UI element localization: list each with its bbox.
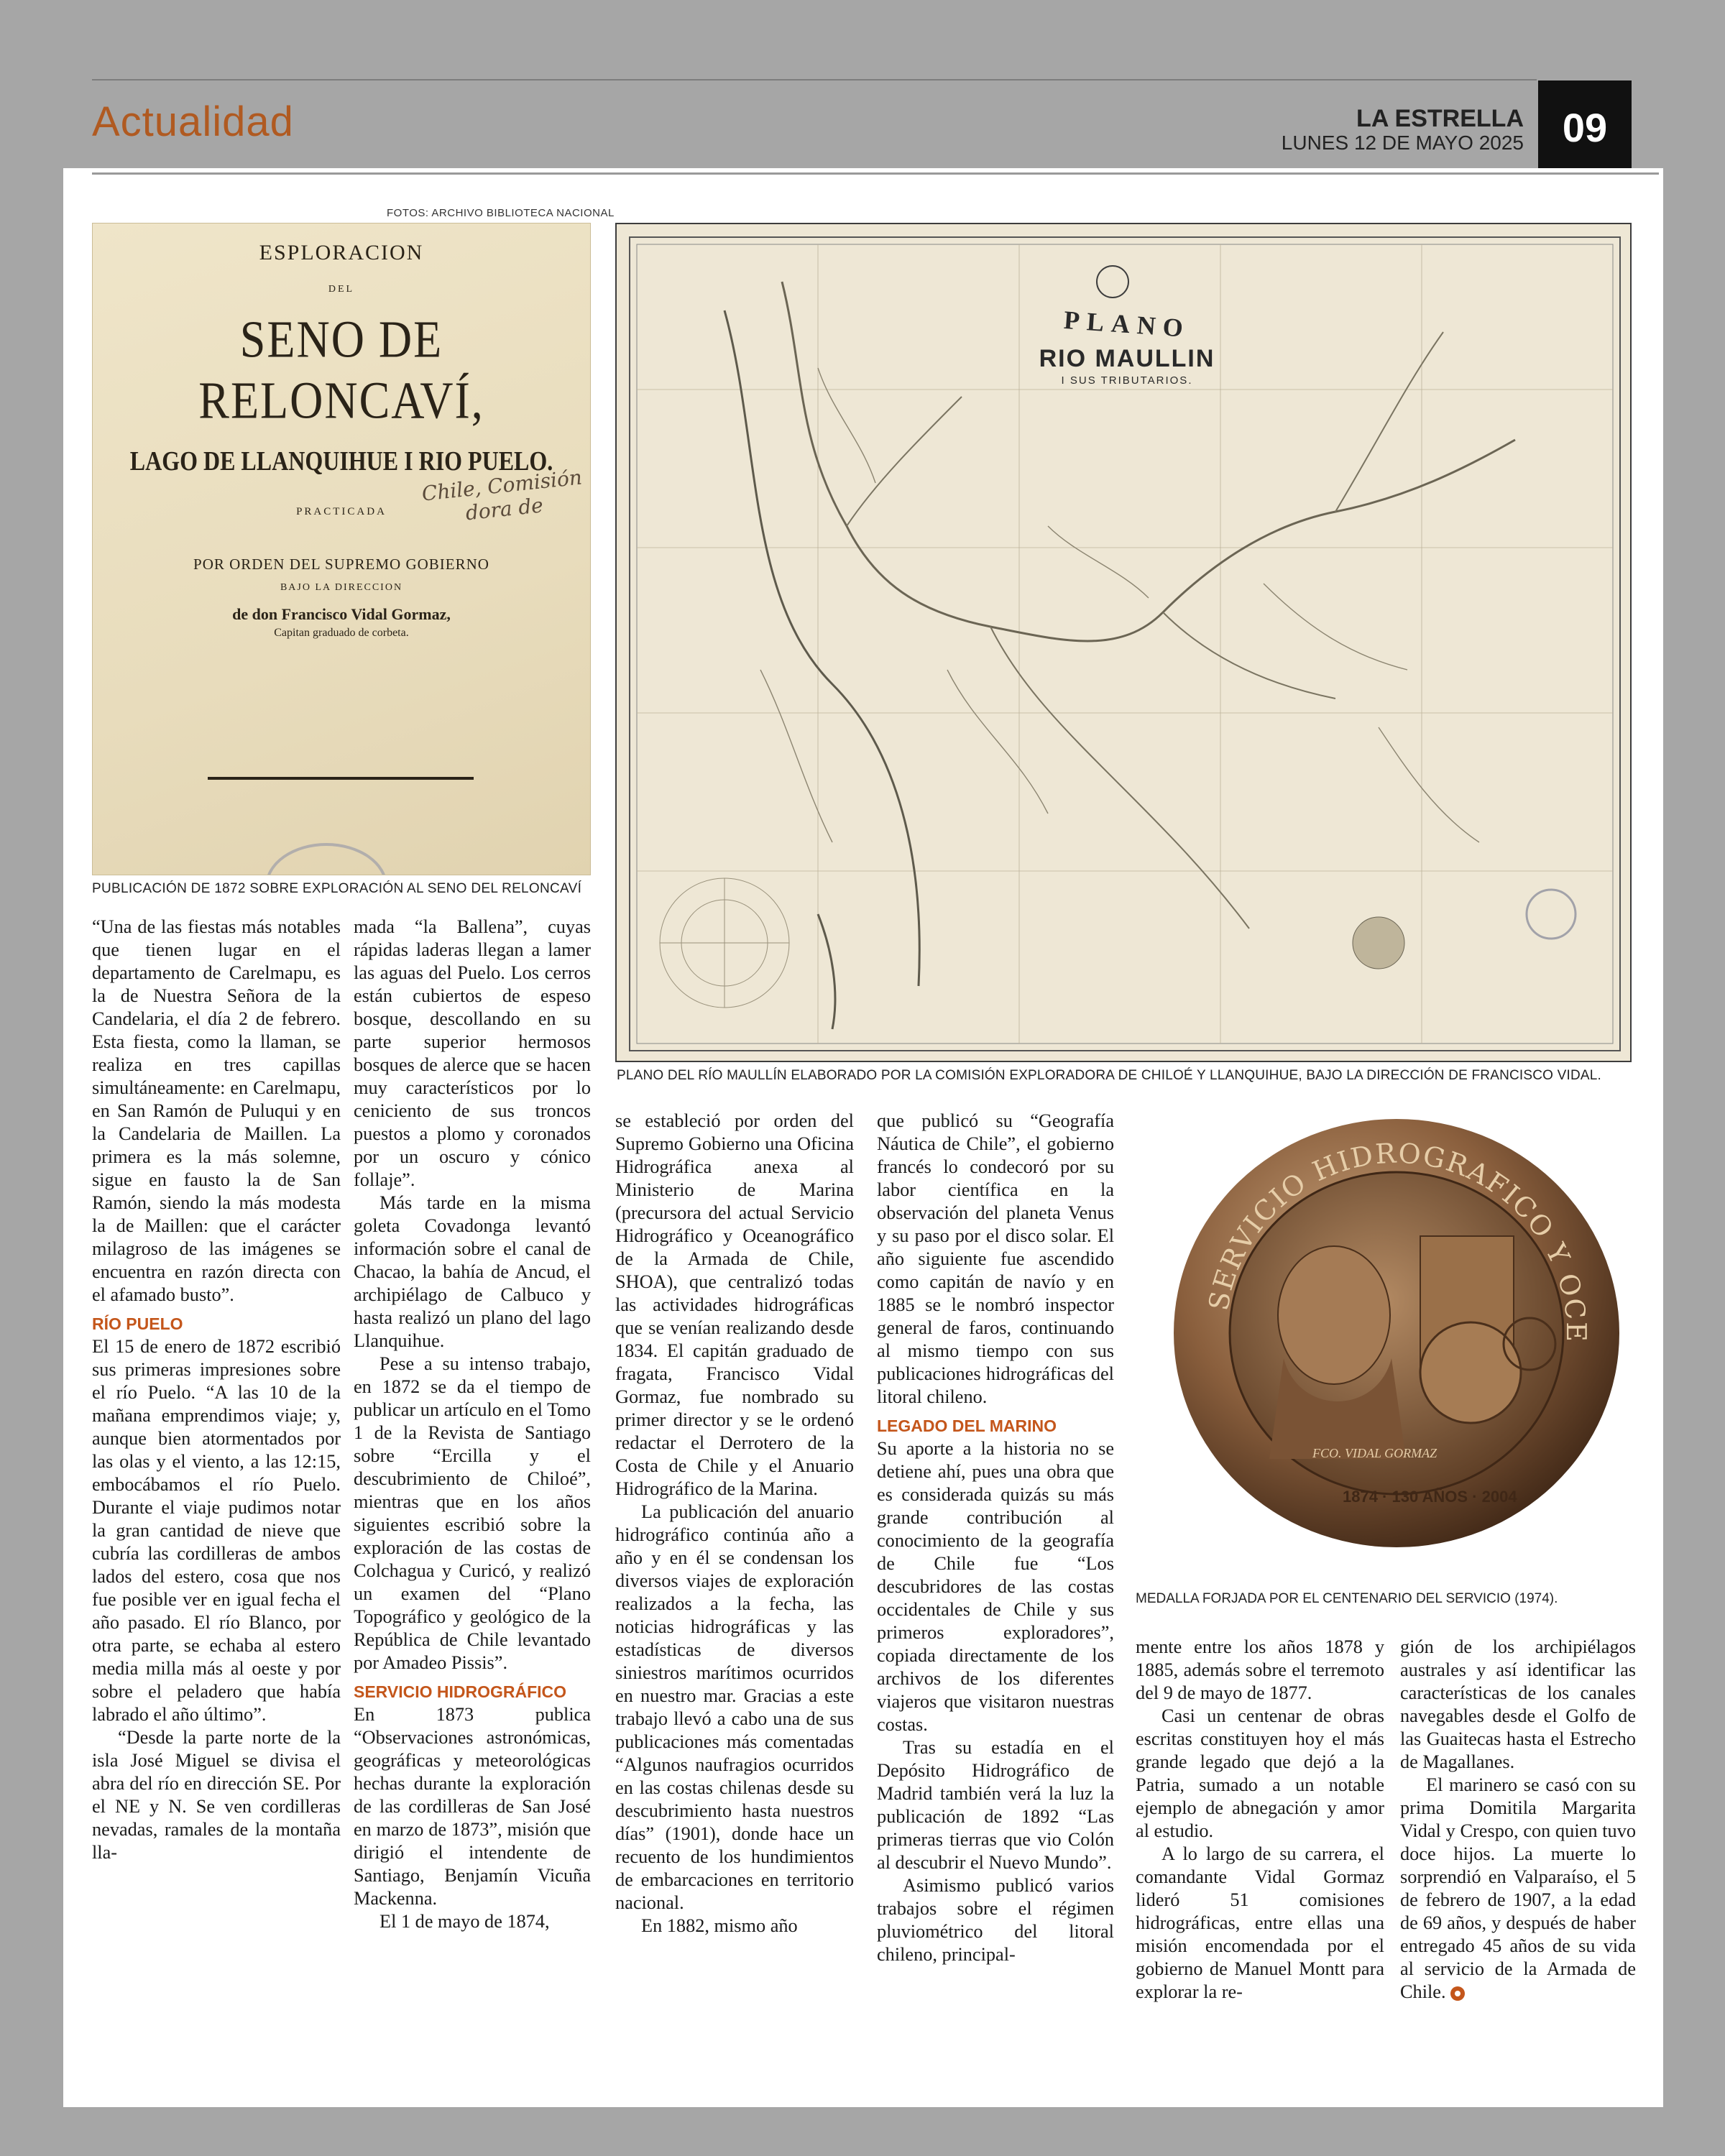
paragraph-final <box>1400 1774 1636 2004</box>
subheading-servicio-hidrografico: SERVICIO HIDROGRÁFICO <box>354 1682 567 1701</box>
caption-document: PUBLICACIÓN DE 1872 SOBRE EXPLORACIÓN AL SENO DEL RELONCAVÍ <box>92 881 582 896</box>
paragraph: Su aporte a la historia no se detiene ahí, pues una obra que es considerada quizás su más grande contribución al conocimiento de la geografía de Chile fue “Los descubridores de las costas occidentales de Chile y sus primeros exploradores”, copiada directamente de los archivos de los diferentes viajeros que visitaron nuestras costas. <box>877 1438 1114 1735</box>
subheading-rio-puelo: RÍO PUELO <box>92 1314 183 1333</box>
doc-line-1: ESPLORACION <box>259 241 424 264</box>
handwritten-note: Chile, Comisión dora de <box>420 465 584 525</box>
doc-line-7: BAJO LA DIRECCION <box>280 582 403 593</box>
paragraph: gión de los archipiélagos australes y así identificar las características de los canales navegables desde el Golfo de las Guaitecas hasta el Estrecho de Magallanes. <box>1400 1636 1636 1772</box>
section-title: Actualidad <box>92 98 294 145</box>
paragraph: mada “la Ballena”, cuyas rápidas laderas llegan a lamer las aguas del Puelo. Los cerros están cubiertos de espeso bosque, descollando en su parte superior hermosos bosques de alerce que se hacen muy característicos por lo ceniciento de sus troncos puestos a plomo y coronados por un oscuro y cónico follaje”. <box>354 916 591 1190</box>
paragraph: La publicación del anuario hidrográfico continúa año a año y en él se condensan los diversos viajes de exploración realizados a la fecha, las noticias hidrográficas y las estadísticas de diversos siniestros marítimos ocurridos en nuestro mar. Gracias a este trabajo llevó a cabo una de sus publicaciones más comentadas “Algunos naufragios ocurridos en las costas chilenas desde su descubrimiento hasta nuestros días” (1901), donde hace un recuento de los hundimientos de embarcaciones en territorio nacional. <box>615 1501 854 1913</box>
paragraph: El 1 de mayo de 1874, <box>380 1911 550 1932</box>
map-photo <box>615 223 1632 1062</box>
doc-line-2: DEL <box>328 284 355 295</box>
paragraph: El 15 de enero de 1872 escribió sus primeras impresiones sobre el río Puelo. “A las 10 de la mañana emprendimos viaje; y, aunque bien atormentados por las olas y el viento, a las 12:15, embocábamos el río Puelo. Durante el viaje pudimos notar la gran cantidad de nieve que cubría las cordilleras de ambos lados del estero, cosa que nos fue posible ver en igual fecha el año pasado. El río Blanco, por otra parte, se echaba al estero media milla más al oeste y por sobre el peladero que había labrado el año último”. <box>92 1336 341 1725</box>
paragraph: se estableció por orden del Supremo Gobierno una Oficina Hidrográfica anexa al Ministerio de Marina (precursora del actual Servicio Hidrográfico y Oceanográfico de la Armada de Chile, SHOA), que centralizó todas las actividades hidrográficas que se venían realizando desde 1834. El capitán graduado de fragata, Francisco Vidal Gormaz, fue nombrado su primer director y se le ordenó redactar el Derrotero de la Costa de Chile y el Anuario Hidrográfico de la Marina. <box>615 1110 854 1499</box>
paragraph: A lo largo de su carrera, el comandante Vidal Gormaz lideró 51 comisiones hidrográficas, entre ellas una misión encomendada por el gobierno de Manuel Montt para explorar la re- <box>1136 1843 1384 2002</box>
caption-medal: MEDALLA FORJADA POR EL CENTENARIO DEL SERVICIO (1974). <box>1136 1591 1558 1606</box>
paragraph: que publicó su “Geografía Náutica de Chile”, el gobierno francés lo condecoró por su labor científica en la observación del planeta Venus y su paso por el disco solar. El año siguiente fue ascendido como capitán de navío y en 1885 se le nombró inspector general de faros, continuando al mismo tiempo con sus publicaciones hidrográficas del litoral chileno. <box>877 1110 1114 1407</box>
publication-date: LUNES 12 DE MAYO 2025 <box>1281 132 1524 154</box>
paragraph: Más tarde en la misma goleta Covadonga levantó información sobre el canal de Chacao, la bahía de Ancud, el archipiélago de Calbuco y hasta realizó un plano del lago Llanquihue. <box>354 1192 591 1351</box>
paragraph: En 1873 publica “Observaciones astronómicas, geográficas y meteorológicas hechas durante la exploración de las cordilleras de San José en marzo de 1873”, misión que dirigió el intendente de Santiago, Benjamín Vicuña Mackenna. <box>354 1704 591 1909</box>
map-title <box>1005 305 1249 387</box>
medal-years: 1874 · 130 AÑOS · 2004 <box>1343 1488 1517 1506</box>
end-of-article-icon <box>1450 1986 1465 2001</box>
paragraph: Tras su estadía en el Depósito Hidrográfico de Madrid también verá la luz la publicación de 1892 “Las primeras tierras que vio Colón al descubrir el Nuevo Mundo”. <box>877 1737 1114 1873</box>
paragraph-final-text: El marinero se casó con su prima Domitila Margarita Vidal y Crespo, con quien tuvo doce hijos. La muerte lo sorprendió en Valparaíso, el 5 de febrero de 1907, a la edad de 69 años, y después de haber entregado 45 años de su vida al servicio de la Armada de Chile. <box>1400 1774 1636 2002</box>
paragraph: Asimismo publicó varios trabajos sobre el régimen pluviométrico del litoral chileno, principal- <box>877 1875 1114 1965</box>
doc-title: SENO DE RELONCAVÍ, <box>198 310 484 430</box>
top-rule <box>92 172 1659 175</box>
header-rule <box>92 79 1537 80</box>
caption-map: PLANO DEL RÍO MAULLÍN ELABORADO POR LA COMISIÓN EXPLORADORA DE CHILOÉ Y LLANQUIHUE, BAJO LA DIRECCIÓN DE FRANCISCO VIDAL. <box>617 1068 1602 1083</box>
doc-subtitle: LAGO DE LLANQUIHUE I RIO PUELO. <box>129 445 553 476</box>
subheading-legado: LEGADO DEL MARINO <box>877 1416 1057 1435</box>
page-number: 09 <box>1538 80 1632 174</box>
doc-line-8: de don Francisco Vidal Gormaz, <box>232 605 451 623</box>
article-column-3 <box>615 1110 854 1938</box>
paragraph: mente entre los años 1878 y 1885, además sobre el terremoto del 9 de mayo de 1877. <box>1136 1636 1384 1703</box>
medal-drawing <box>1162 1114 1632 1552</box>
article-column-4 <box>877 1110 1114 1966</box>
medal-name: FCO. VIDAL GORMAZ <box>1312 1446 1438 1460</box>
newspaper-page <box>63 168 1663 2107</box>
doc-line-5: PRACTICADA <box>296 506 387 517</box>
photo-credit: FOTOS: ARCHIVO BIBLIOTECA NACIONAL <box>387 207 615 219</box>
document-photo <box>92 223 591 875</box>
ornament-divider <box>208 777 474 780</box>
medal-ring-text: SERVICIO HIDROGRAFICO Y OCE <box>1202 1137 1593 1344</box>
doc-line-9: Capitan graduado de corbeta. <box>274 627 409 639</box>
paragraph: Pese a su intenso trabajo, en 1872 se da el tiempo de publicar un artículo en el Tomo 1 de la Revista de Santiago sobre “Ercilla y el descubrimiento de Chiloé”, mientras que en los años siguientes escribió sobre la exploración de las costas de Colchagua y Curicó, y realizó un examen del “Plano Topográfico y geológico de la República de Chile levantado por Amadeo Pissis”. <box>354 1353 591 1673</box>
map-title-rio: RIO MAULLIN <box>1039 345 1215 372</box>
article-column-2 <box>354 916 591 1933</box>
article-column-6 <box>1400 1636 1636 2004</box>
paragraph: Casi un centenar de obras escritas constituyen hoy el más grande legado que dejó a la Patria, sumado a un notable ejemplo de abnegación y amor al estudio. <box>1136 1705 1384 1841</box>
doc-line-6: POR ORDEN DEL SUPREMO GOBIERNO <box>193 556 489 573</box>
paragraph: “Desde la parte norte de la isla José Miguel se divisa el abra del río en dirección SE. Por el NE y N. Se ven cordilleras nevadas, ramales de la montaña lla- <box>92 1727 341 1863</box>
map-title-plano: PLANO <box>1062 305 1192 344</box>
masthead <box>1282 106 1524 155</box>
medal-photo <box>1162 1114 1632 1552</box>
library-stamp <box>265 843 387 875</box>
map-title-sus: I SUS TRIBUTARIOS. <box>1061 374 1193 387</box>
paragraph: “Una de las fiestas más notables que tienen lugar en el departamento de Carelmapu, es la de Nuestra Señora de la Candelaria, el día 2 de febrero. Esta fiesta, como la llaman, se realiza en tres capillas simultáneamente: en Carelmapu, en San Ramón de Puluqui y en la Candelaria de Maillen. La primera es la más solemne, sigue en fausto la de San Ramón, siendo la más modesta la de Maillen: que el carácter milagroso de las imágenes se encuentra en razón directa con el afamado busto”. <box>92 916 341 1305</box>
article-column-5 <box>1136 1636 1384 2004</box>
paragraph: En 1882, mismo año <box>641 1915 798 1936</box>
publication-name: LA ESTRELLA <box>1356 105 1524 132</box>
article-column-1 <box>92 916 341 1864</box>
